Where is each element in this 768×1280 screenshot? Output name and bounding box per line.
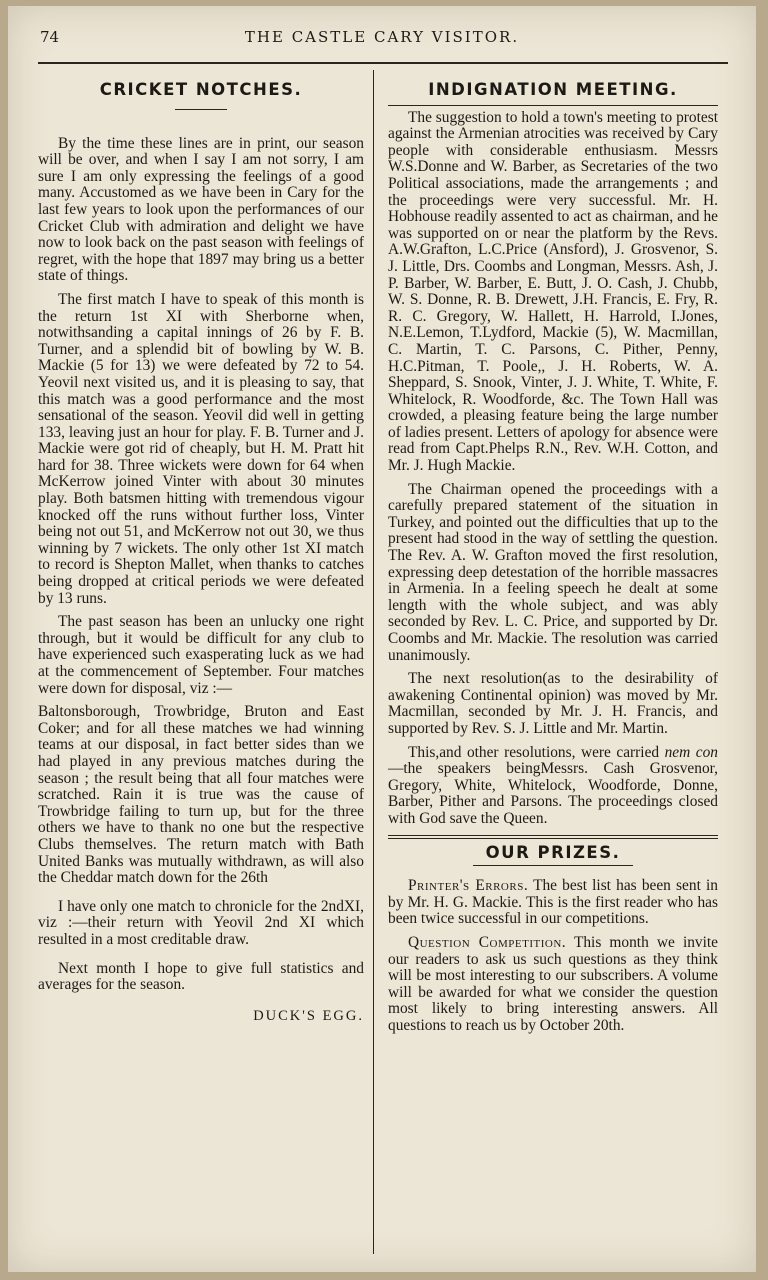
column-divider	[373, 70, 374, 1254]
header-rule	[38, 62, 728, 64]
paragraph	[388, 745, 718, 828]
paragraph: The next resolution(as to the desirability of awakening Continental opinion) was moved by Mr. Macmillan, seconded by Mr. J. H. Francis, and supported by Rev. S. J. Little and Mr. Martin.	[388, 670, 718, 737]
paragraph: The Chairman opened the proceedings with a carefully prepared statement of the situation in Turkey, and pointed out the difficulties that up to the present had stood in the way of settling the question. The Rev. A. W. Grafton moved the first resolution, expressing deep detestation of the horrible massacres in Armenia. In a feeling speech he dealt at some length with the whole subject, and was ably seconded by Rev. L. C. Price, and supported by Dr. Coombs and Mr. Mackie. The resolution was carried unanimously.	[388, 480, 718, 664]
cricket-notches-column	[38, 74, 364, 1024]
page-header	[8, 28, 756, 52]
author-signature: DUCK'S EGG.	[253, 1007, 364, 1024]
prize-heading: Printer's Errors.	[408, 877, 529, 895]
text-run: —the speakers beingMessrs. Cash Grosvenor, Gregory, White, Whitelock, Woodforde, Donne, Barber, Pither and Parsons. The proceedings closed with God save the Queen.	[388, 760, 718, 827]
title-rule	[473, 865, 633, 866]
our-prizes-title: OUR PRIZES.	[485, 842, 621, 862]
section-separator	[388, 835, 718, 839]
paragraph: Next month I hope to give full statistics and averages for the season.	[38, 959, 364, 994]
title-rule	[175, 109, 227, 110]
italic-phrase: nem con	[664, 743, 718, 761]
paragraph: Baltonsborough, Trowbridge, Bruton and East Coker; and for all these matches we had winning teams at our disposal, in fact better sides than we had played in any previous matches during the season ; the result being that all four matches were scratched. Rain it is true was the cause of Trowbridge failing to turn up, but for the three others we have to thank no one but the respective Clubs themselves. The return match with Bath United Banks was mutually withdrawn, as will also the Cheddar match down for the 26th	[38, 703, 364, 887]
paragraph: By the time these lines are in print, our season will be over, and when I say I am not sorry, I am sure I am only expressing the feelings of a good many. Accustomed as we have been in Cary for the last few years to look upon the performances of our Cricket Club with admiration and delight we have now to look back on the past season with feelings of regret, with the hope that 1897 may bring us a better state of things.	[38, 134, 364, 285]
prize-text: The best list has been sent in by Mr. H. G. Mackie. This is the first reader who has been twice successful in our competitions.	[388, 877, 718, 928]
page-number: 74	[40, 28, 60, 46]
prize-item	[388, 878, 718, 928]
paragraph: I have only one match to chronicle for the 2ndXI, viz :—their return with Yeovil 2nd XI which resulted in a most creditable draw.	[38, 897, 364, 948]
prize-heading: Question Competition.	[408, 933, 567, 951]
paragraph: The past season has been an unlucky one right through, but it would be difficult for any club to have experienced such exasperating luck as we had at the commencement of September. Four matches were down for disposal, viz :—	[38, 613, 364, 697]
paragraph: The suggestion to hold a town's meeting to protest against the Armenian atrocities was received by Cary people with considerable enthusiasm. Messrs W.S.Donne and W. Barber, as Secretaries of the two Political associations, made the arrangements ; and the proceedings were very successful. Mr. H. Hobhouse readily assented to act as chairman, and he was supported on or near the platform by the Revs. A.W.Grafton, L.C.Price (Ansford), J. Grosvenor, S. J. Little, Drs. Coombs and Longman, Messrs. Ash, J. P. Barber, W. Barber, E. Butt, J. O. Cash, J. Chubb, W. S. Donne, R. B. Drewett, J.H. Francis, E. Fry, R. R. C. Gregory, W. Hallett, H. Harrold, I.Jones, N.E.Lemon, T.Lydford, Mackie (5), W. Macmillan, C. Martin, T. C. Parsons, C. Pither, Penny, H.C.Pitman, T. Poole,, J. H. Roberts, W. A. Sheppard, S. Snook, Vinter, J. J. White, T. White, F. Whitelock, R. Woodforde, &c. The Town Hall was crowded, a pleasing feature being the large number of ladies present. Letters of apology for absence were read from Capt.Phelps R.N., Rev. W.H. Cotton, and Mr. J. Hugh Mackie.	[388, 108, 718, 475]
running-title: THE CASTLE CARY VISITOR.	[244, 28, 520, 46]
prize-text: This month we invite our readers to ask us such questions as they think will be most interesting to our subscribers. A volume will be awarded for what we consider the question most likely to bring interesting answers. All questions to reach us by October 20th.	[388, 933, 718, 1034]
indignation-meeting-title: INDIGNATION MEETING.	[428, 80, 678, 99]
title-rule	[388, 105, 718, 106]
text-run: This,and other resolutions, were carried	[408, 743, 660, 761]
magazine-page	[8, 6, 756, 1272]
cricket-notches-title: CRICKET NOTCHES.	[99, 80, 303, 99]
paragraph: The first match I have to speak of this month is the return 1st XI with Sherborne when, notwithsanding a capital innings of 26 by F. B. Turner, and a splendid bit of bowling by W. B. Mackie (5 for 13) we were defeated by 72 to 54. Yeovil next visited us, and it is pleasing to say, that this match was a good performance and the most sensational of the season. Yeovil did well in getting 133, leaving just an hour for play. F. B. Turner and J. Mackie were got rid of cheaply, but H. M. Pratt hit hard for 38. Three wickets were down for 64 when McKerrow joined Vinter with about 30 minutes play. Both batsmen hitting with tremendous vigour knocked off the runs without further loss, Vinter being not out 51, and McKerrow not out 30, we thus winning by 7 wickets. The only other 1st XI match to record is Shepton Mallet, when thanks to catches being dropped at critical periods we were defeated by 13 runs.	[38, 290, 364, 607]
indignation-meeting-column	[388, 74, 718, 1041]
prize-item	[388, 935, 718, 1035]
